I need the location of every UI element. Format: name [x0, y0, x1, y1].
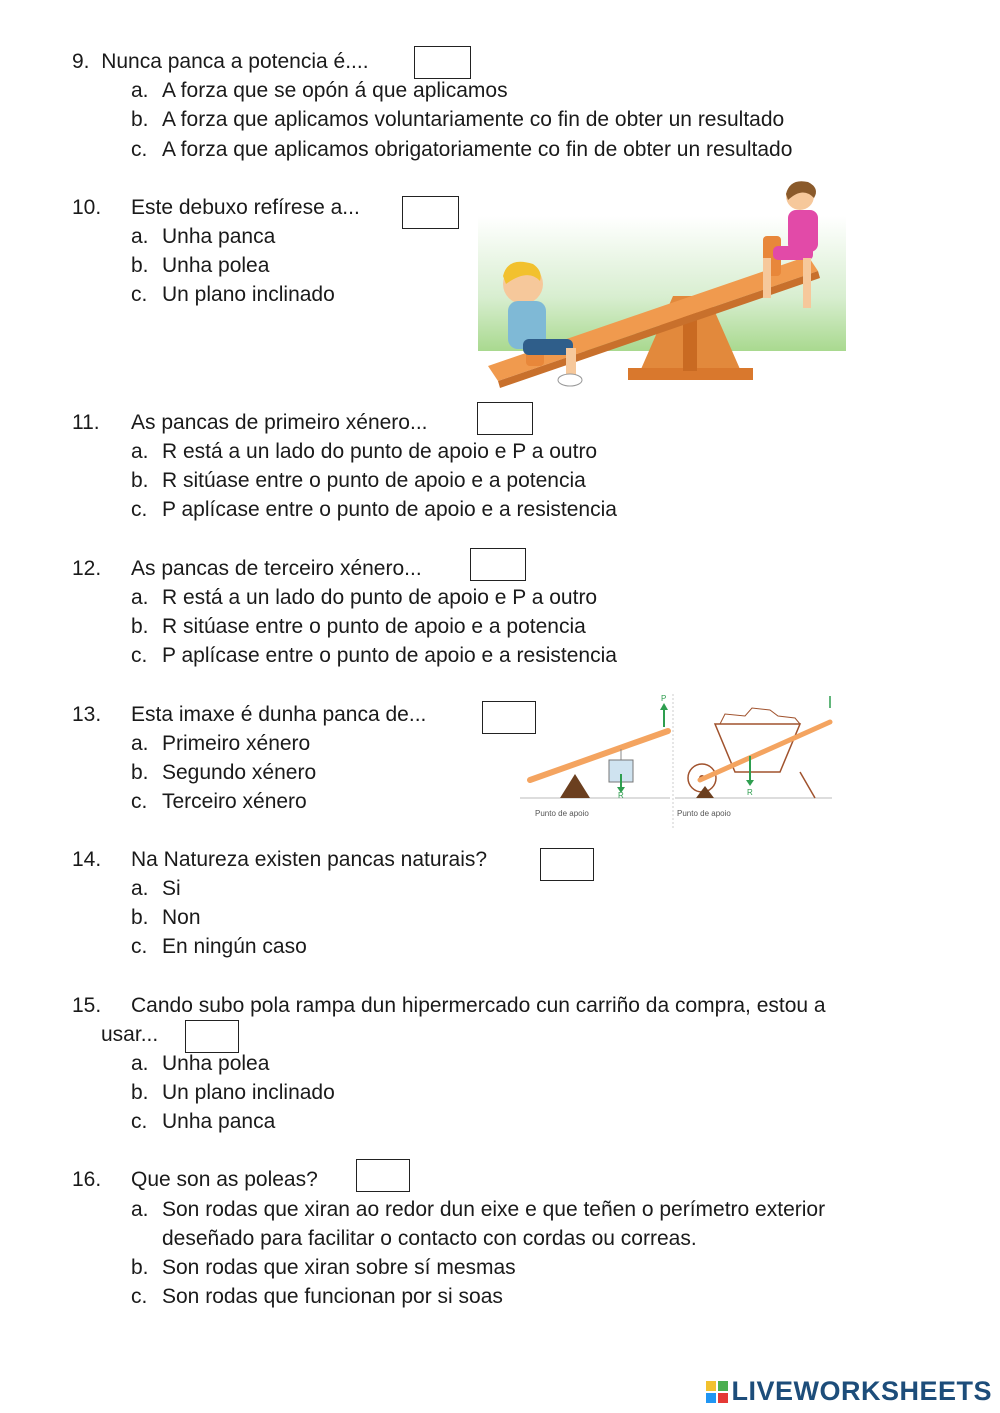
- liveworksheets-logo-icon: [705, 1380, 729, 1404]
- option-10b: b. Unha polea: [131, 254, 270, 277]
- question-14-text: Na Natureza existen pancas naturais?: [131, 848, 488, 871]
- question-12-number: 12.: [72, 557, 102, 580]
- question-16-number: 16.: [72, 1168, 102, 1191]
- brand-wordmark: LIVEWORKSHEETS: [731, 1376, 992, 1406]
- answer-box-12[interactable]: [470, 548, 526, 581]
- question-15-number: 15.: [72, 994, 102, 1017]
- option-16a-continued: deseñado para facilitar o contacto con cordas ou correas.: [162, 1227, 697, 1250]
- question-15-text-continued: usar...: [101, 1023, 159, 1046]
- option-13a: a. Primeiro xénero: [131, 732, 311, 755]
- question-12-text: As pancas de terceiro xénero...: [131, 557, 422, 580]
- option-10a: a. Unha panca: [131, 225, 276, 248]
- question-14-number: 14.: [72, 848, 102, 871]
- option-12c: c. P aplícase entre o punto de apoio e a resistencia: [131, 644, 617, 667]
- fulcrum-caption-right: Punto de apoio: [677, 809, 731, 818]
- answer-box-15[interactable]: [185, 1020, 239, 1053]
- r-label-left: R: [618, 791, 624, 800]
- option-12a: a. R está a un lado do punto de apoio e P a outro: [131, 586, 598, 609]
- option-16a: a. Son rodas que xiran ao redor dun eixe e que teñen o perímetro exterior: [131, 1198, 826, 1221]
- option-15a: a. Unha polea: [131, 1052, 270, 1075]
- fulcrum-caption-left: Punto de apoio: [535, 809, 589, 818]
- fulcrum-left: [560, 774, 590, 798]
- option-14a: a. Si: [131, 877, 181, 900]
- option-14b: b. Non: [131, 906, 201, 929]
- question-11-number: 11.: [72, 411, 100, 434]
- option-11b: b. R sitúase entre o punto de apoio e a potencia: [131, 469, 586, 492]
- girl-shirt: [788, 210, 818, 252]
- question-11-text: As pancas de primeiro xénero...: [131, 411, 428, 434]
- option-9a: a. A forza que se opón á que aplicamos: [131, 79, 508, 102]
- option-16b: b. Son rodas que xiran sobre sí mesmas: [131, 1256, 516, 1279]
- option-13b: b. Segundo xénero: [131, 761, 317, 784]
- option-15c: c. Unha panca: [131, 1110, 276, 1133]
- question-13-text: Esta imaxe é dunha panca de...: [131, 703, 427, 726]
- p-label: P: [661, 694, 667, 703]
- answer-box-16[interactable]: [356, 1159, 410, 1192]
- option-13c: c. Terceiro xénero: [131, 790, 307, 813]
- option-9b: b. A forza que aplicamos voluntariamente co fin de obter un resultado: [131, 108, 785, 131]
- lever-bar-left: [530, 731, 668, 780]
- question-10-text: Este debuxo refírese a...: [131, 196, 360, 219]
- question-15-text: Cando subo pola rampa dun hipermercado cun carriño da compra, estou a: [131, 994, 826, 1017]
- option-15b: b. Un plano inclinado: [131, 1081, 335, 1104]
- question-9-text: 9. Nunca panca a potencia é....: [72, 50, 369, 73]
- r-label-right: R: [747, 788, 753, 797]
- option-10c: c. Un plano inclinado: [131, 283, 335, 306]
- footer-brand[interactable]: [705, 1376, 992, 1407]
- answer-box-11[interactable]: [477, 402, 533, 435]
- answer-box-10[interactable]: [402, 196, 459, 229]
- question-10-number: 10.: [72, 196, 102, 219]
- answer-box-14[interactable]: [540, 848, 594, 881]
- option-11c: c. P aplícase entre o punto de apoio e a resistencia: [131, 498, 617, 521]
- option-16c: c. Son rodas que funcionan por si soas: [131, 1285, 503, 1308]
- seesaw-illustration: [478, 176, 848, 391]
- answer-box-9[interactable]: [414, 46, 471, 79]
- question-13-number: 13.: [72, 703, 102, 726]
- lever-diagram: [520, 694, 835, 830]
- option-9c: c. A forza que aplicamos obrigatoriamente co fin de obter un resultado: [131, 138, 793, 161]
- option-14c: c. En ningún caso: [131, 935, 307, 958]
- option-12b: b. R sitúase entre o punto de apoio e a potencia: [131, 615, 586, 638]
- question-16-text: Que son as poleas?: [131, 1168, 318, 1191]
- option-11a: a. R está a un lado do punto de apoio e P a outro: [131, 440, 598, 463]
- wheelbarrow-body: [715, 724, 800, 772]
